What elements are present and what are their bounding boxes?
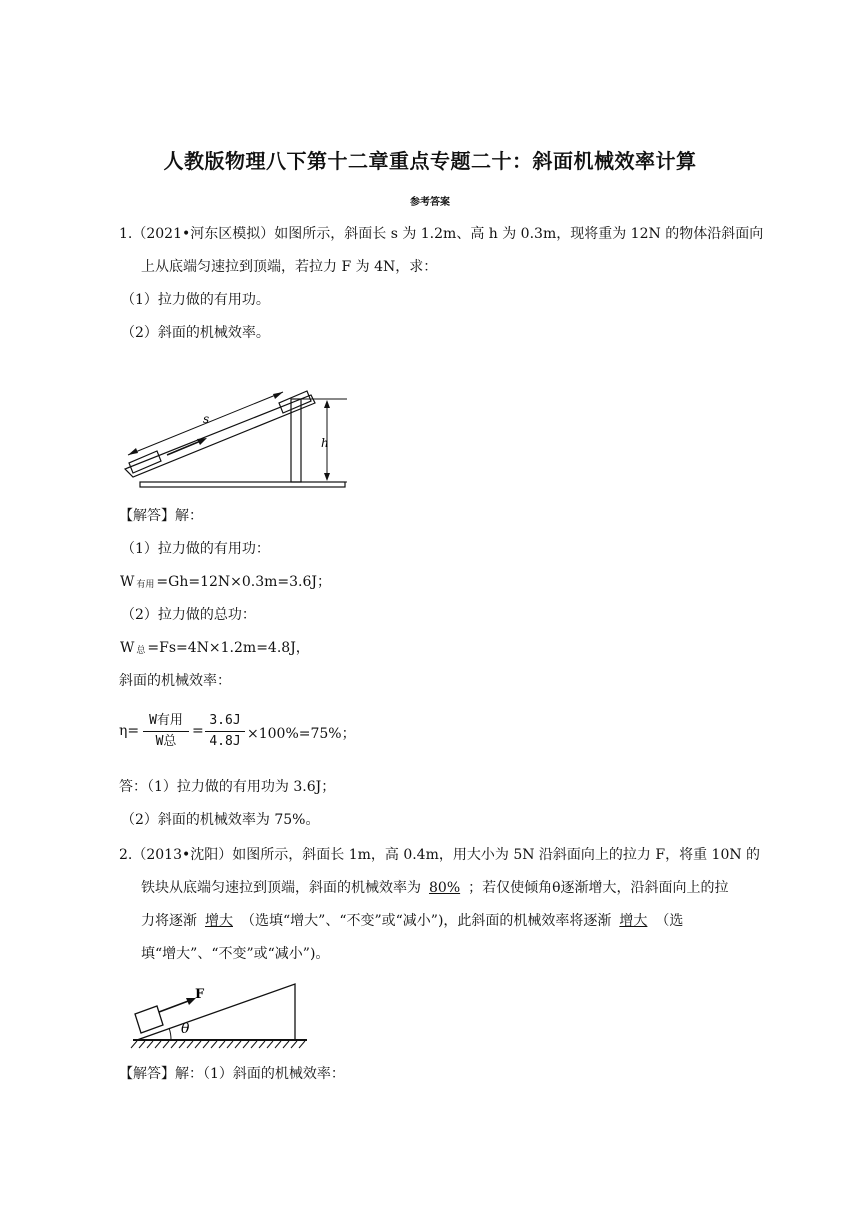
q1-solution-step2: （2）拉力做的总功： — [121, 607, 256, 623]
q2-line2 — [141, 879, 729, 897]
q2-blank-efficiency-change: 增大 — [619, 913, 648, 929]
q1-fraction2-denominator: 4.8J — [209, 734, 241, 749]
q2-incline-figure — [125, 978, 310, 1053]
q1-fraction-numeric — [205, 711, 245, 752]
q2-line3-text-a: 力将逐渐 — [141, 913, 197, 929]
q1-w-total-subscript: 总 — [136, 646, 146, 656]
q2-line2-text-a: 铁块从底端匀速拉到顶端，斜面的机械效率为 — [141, 880, 421, 896]
q2-blank-efficiency: 80% — [429, 880, 461, 896]
q2-line3 — [141, 912, 683, 930]
q1-efficiency-result: ×100%=75%； — [247, 726, 356, 742]
q1-w-useful-subscript: 有用 — [136, 580, 155, 590]
q2-blank-force: 增大 — [205, 913, 233, 929]
q1-eta-symbol: η= — [119, 723, 140, 739]
q1-part1: （1）拉力做的有用功。 — [121, 292, 270, 308]
q1-answer2: （2）斜面的机械效率为 75%。 — [121, 812, 320, 828]
q2-line1: 2.（2013•沈阳）如图所示，斜面长 1m，高 0.4m，用大小为 5N 沿斜面向上的拉力 F，将重 10N 的 — [119, 847, 761, 863]
q1-line1: 1.（2021•河东区模拟）如图所示，斜面长 s 为 1.2m、高 h 为 0.3m，现将重为 12N 的物体沿斜面向 — [119, 226, 764, 242]
q2-label-f: F — [195, 987, 205, 1002]
q1-w-symbol: W — [120, 574, 135, 590]
q1-fraction-symbolic — [143, 711, 189, 752]
q1-fraction1-numerator: W有用 — [143, 711, 189, 732]
q1-label-h: h — [321, 436, 329, 450]
q1-part2: （2）斜面的机械效率。 — [121, 325, 270, 341]
q2-solution-heading: 【解答】解：（1）斜面的机械效率： — [119, 1066, 345, 1082]
page-subtitle: 参考答案 — [410, 197, 450, 208]
q1-total-work-value: =Fs=4N×1.2m=4.8J， — [147, 640, 310, 656]
q2-line3-text-c: （选 — [655, 913, 684, 929]
q2-line2-text-b: ；若仅使倾角θ逐渐增大，沿斜面向上的拉 — [468, 880, 729, 896]
q2-label-theta: θ — [181, 1021, 190, 1037]
q1-useful-work-formula — [120, 573, 331, 594]
q1-answer1: 答：（1）拉力做的有用功为 3.6J； — [119, 779, 336, 795]
q1-solution-step1: （1）拉力做的有用功： — [121, 541, 270, 557]
q1-label-s: s — [203, 412, 210, 426]
q1-total-work-formula — [120, 639, 310, 660]
q1-useful-work-value: =Gh=12N×0.3m=3.6J； — [156, 574, 332, 590]
q1-solution-step3: 斜面的机械效率： — [119, 673, 231, 689]
q1-w-symbol-total: W — [120, 640, 135, 656]
q1-fraction2-numerator: 3.6J — [205, 711, 245, 732]
q1-incline-figure — [115, 385, 355, 495]
q2-line3-text-b: （选填“增大”、“不变”或“减小”)，此斜面的机械效率将逐渐 — [241, 913, 612, 929]
q1-solution-heading: 【解答】解： — [119, 508, 203, 524]
q1-equals-sign: = — [192, 723, 204, 739]
page-title: 人教版物理八下第十二章重点专题二十：斜面机械效率计算 — [163, 149, 697, 173]
q2-line4: 填“增大”、“不变”或“减小”)。 — [141, 946, 330, 962]
q1-fraction1-denominator: W总 — [155, 734, 177, 749]
q1-line2: 上从底端匀速拉到顶端，若拉力 F 为 4N，求： — [141, 259, 438, 275]
